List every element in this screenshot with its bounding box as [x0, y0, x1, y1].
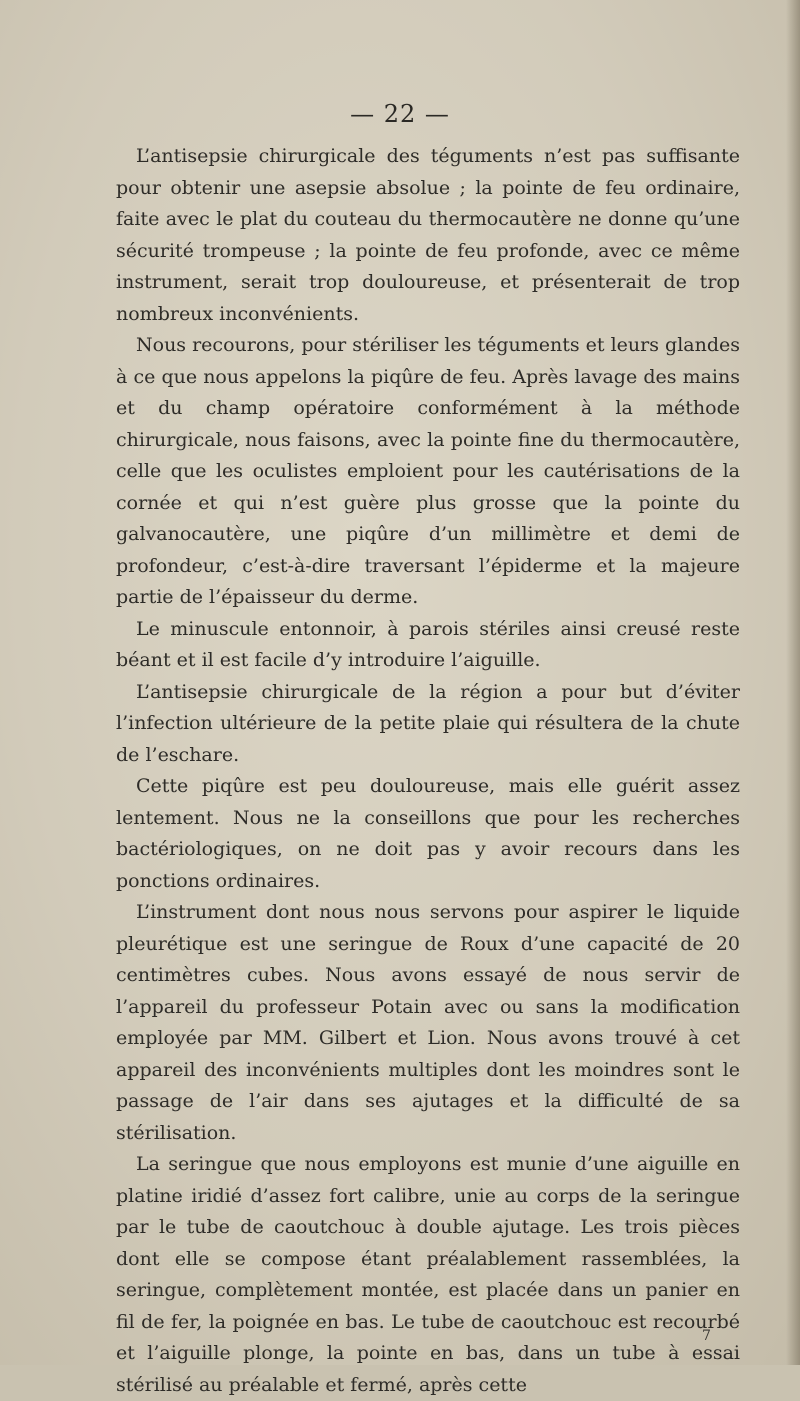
paragraph: L’antisepsie chirurgicale des téguments n’est pas suffisante pour obtenir une asepsie absolue ; la pointe de feu ordinaire, faite avec le plat du couteau du thermocautère ne donne qu’une sécurité trompeuse ; la pointe de feu profonde, avec ce même instrument, serait trop douloureuse, et présenterait de trop nombreux inconvénients. [116, 145, 740, 325]
paragraph: Nous recourons, pour stériliser les téguments et leurs glandes à ce que nous appelons la piqûre de feu. Après lavage des mains et du champ opératoire conformément à la méthode chirurgicale, nous faisons, avec la pointe fine du thermocautère, celle que les oculistes emploient pour les cautérisations de la cornée et qui n’est guère plus grosse que la pointe du galvanocautère, une piqûre d’un millimètre et demi de profondeur, c’est-à-dire traversant l’épiderme et la majeure partie de l’épaisseur du derme. [116, 334, 740, 608]
paragraph: La seringue que nous employons est munie d’une aiguille en platine iridié d’assez fort calibre, unie au corps de la seringue par le tube de caoutchouc à double ajutage. Les trois pièces dont elle se compose étant préalablement rassemblées, la seringue, complètement montée, est placée dans un panier en fil de fer, la poignée en bas. Le tube de caoutchouc est recourbé et l’aiguille plonge, la pointe en bas, dans un tube à essai stérilisé au préalable et fermé, après cette [116, 1153, 740, 1396]
paragraph: L’instrument dont nous nous servons pour aspirer le liquide pleurétique est une seringue de Roux d’une capacité de 20 centimètres cubes. Nous avons essayé de nous servir de l’appareil du professeur Potain avec ou sans la modification employée par MM. Gilbert et Lion. Nous avons trouvé à cet appareil des inconvénients multiples dont les moindres sont le passage de l’air dans ses ajutages et la difficulté de sa stérilisation. [116, 901, 740, 1144]
page-number: — 22 — [350, 100, 450, 128]
paragraph: L’antisepsie chirurgicale de la région a pour but d’éviter l’infection ultérieure de la petite plaie qui résultera de la chute de l’eschare. [116, 680, 740, 766]
paragraph: Le minuscule entonnoir, à parois stériles ainsi creusé reste béant et il est facile d’y introduire l’aiguille. [116, 617, 740, 671]
signature-mark: 7 [702, 1328, 711, 1344]
paragraph: Cette piqûre est peu douloureuse, mais elle guérit assez lentement. Nous ne la conseillons que pour les recherches bactériologiques, on ne doit pas y avoir recours dans les ponctions ordinaires. [116, 775, 740, 892]
body-text [116, 141, 740, 1401]
